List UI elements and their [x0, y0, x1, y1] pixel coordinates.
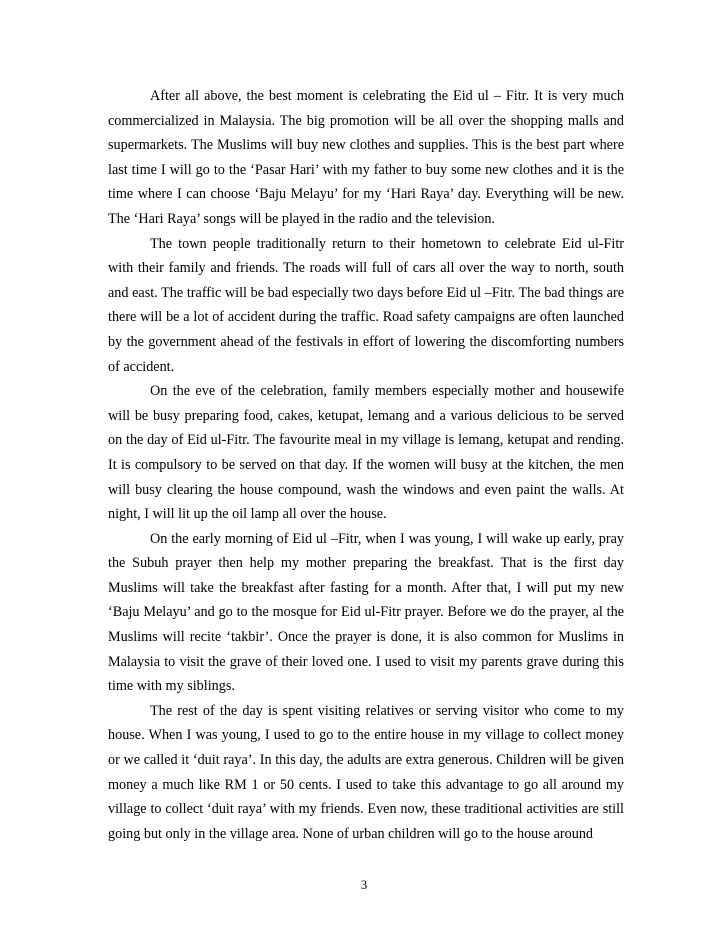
page-number: 3 — [360, 878, 368, 892]
paragraph-eve-preparation: On the eve of the celebration, family members especially mother and housewife will be busy preparing food, cakes, ketupat, lemang and a various delicious to be served on the day of Eid ul-Fitr. The favourite meal in my village is lemang, ketupat and rending. It is compulsory to be served on that day. If the women will busy at the kitchen, the men will busy clearing the house compound, wash the windows and even paint the walls. At night, I will lit up the oil lamp all over the house. — [108, 383, 624, 523]
document-body — [108, 84, 624, 846]
paragraph-hometown-traffic: The town people traditionally return to their hometown to celebrate Eid ul-Fitr with their family and friends. The roads will full of cars all over the way to north, south and east. The traffic will be bad especially two days before Eid ul –Fitr. The bad things are there will be a lot of accident during the traffic. Road safety campaigns are often launched by the government ahead of the festivals in effort of lowering the discomforting numbers of accident. — [108, 235, 624, 375]
paragraph-morning-prayer: On the early morning of Eid ul –Fitr, when I was young, I will wake up early, pray the Subuh prayer then help my mother preparing the breakfast. That is the first day Muslims will take the breakfast after fasting for a month. After that, I will put my new ‘Baju Melayu’ and go to the mosque for Eid ul-Fitr prayer. Before we do the prayer, al the Muslims will recite ‘takbir’. Once the prayer is done, it is also common for Muslims in Malaysia to visit the grave of their loved one. I used to visit my parents grave during this time with my siblings. — [108, 530, 624, 695]
paragraph-visiting-relatives: The rest of the day is spent visiting relatives or serving visitor who come to my house. When I was young, I used to go to the entire house in my village to collect money or we called it ‘duit raya’. In this day, the adults are extra generous. Children will be given money a much like RM 1 or 50 cents. I used to take this advantage to go all around my village to collect ‘duit raya’ with my friends. Even now, these traditional activities are still going but only in the village area. None of urban children will go to the house around — [108, 702, 624, 842]
paragraph-eid-celebration: After all above, the best moment is celebrating the Eid ul – Fitr. It is very much commercialized in Malaysia. The big promotion will be all over the shopping malls and supermarkets. The Muslims will buy new clothes and supplies. This is the best part where last time I will go to the ‘Pasar Hari’ with my father to buy some new clothes and it is the time where I can choose ‘Baju Melayu’ for my ‘Hari Raya’ day. Everything will be new. The ‘Hari Raya’ songs will be played in the radio and the television. — [108, 88, 624, 227]
